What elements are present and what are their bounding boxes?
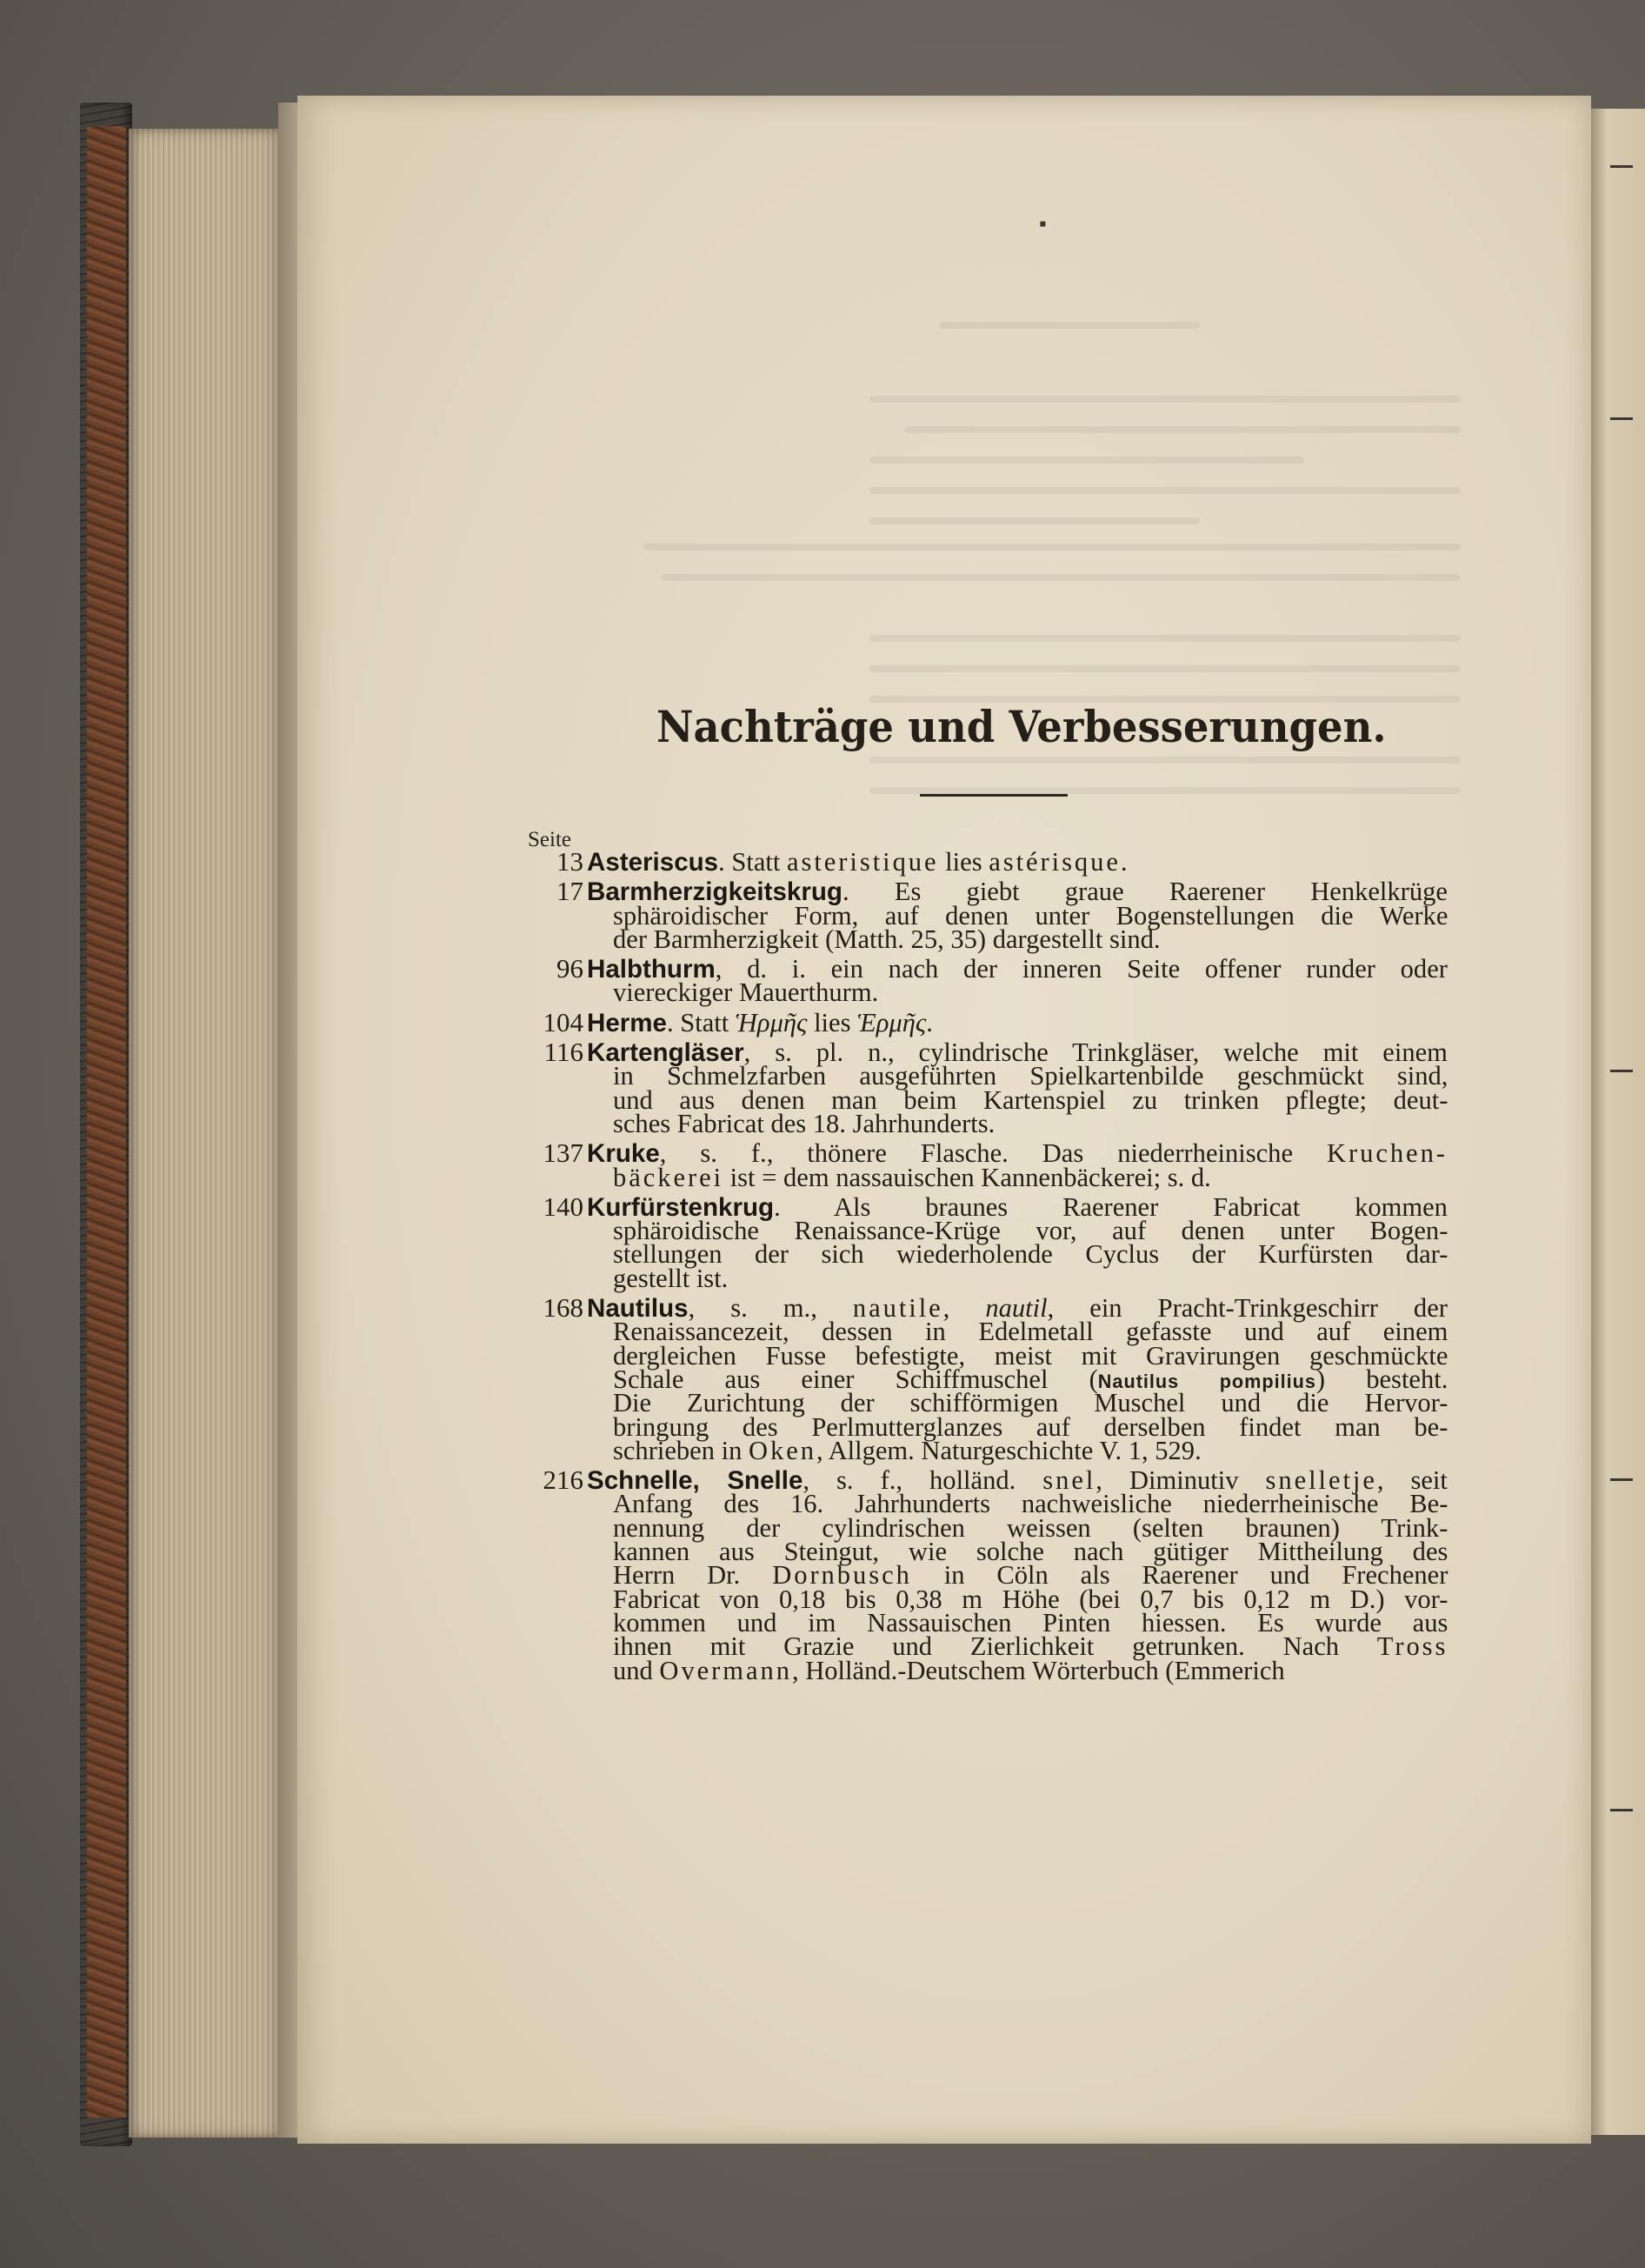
entry-text: Dornbusch bbox=[772, 1559, 912, 1591]
entry-text: astérisque bbox=[989, 846, 1121, 877]
entry-text: snelletje bbox=[1265, 1464, 1377, 1496]
entry-line bbox=[613, 1654, 1448, 1685]
entry-text: kommen und im Nassauischen Pinten hiessen. Es wurde aus bbox=[613, 1606, 1449, 1638]
entry-text: , ein Pracht-Trinkgeschirr der bbox=[1047, 1292, 1448, 1324]
entry-line bbox=[613, 977, 1448, 1008]
entry-text: , Diminutiv bbox=[1096, 1464, 1266, 1496]
entry-text: . Als braunes Raerener Fabricat kommen bbox=[774, 1191, 1448, 1222]
entry-text: und bbox=[613, 1654, 660, 1685]
entry-keyword: Herme bbox=[587, 1008, 667, 1037]
entry-keyword: Kurfürstenkrug bbox=[587, 1192, 775, 1222]
page-heading: Nachträge und Verbesserungen. bbox=[656, 701, 1387, 752]
print-speck: ▪ bbox=[1039, 213, 1047, 236]
entry-text: , d. i. ein nach der inneren Seite offener runder oder bbox=[715, 953, 1448, 984]
entry-text: ihnen mit Grazie und Zierlichkeit getrunken. Nach bbox=[613, 1631, 1377, 1662]
page-number: 116 bbox=[543, 1037, 583, 1068]
errata-entry bbox=[526, 1191, 1461, 1293]
entry-text: , s. f., holländ. bbox=[803, 1464, 1043, 1496]
entry-text: bringung des Perlmutterglanzes auf derselben findet man be- bbox=[613, 1411, 1449, 1442]
entry-text: , seit bbox=[1376, 1464, 1448, 1496]
entry-text: Kruchen- bbox=[1326, 1137, 1448, 1169]
entry-text: . Es giebt graue Raerener Henkelkrüge bbox=[842, 876, 1448, 907]
page-number: 140 bbox=[543, 1191, 583, 1222]
entry-keyword: Schnelle, Snelle bbox=[587, 1466, 803, 1496]
entry-line bbox=[613, 1238, 1449, 1270]
page-number: 104 bbox=[543, 1006, 583, 1037]
entry-text: nennung der cylindrischen weissen (selten braunen) Trink- bbox=[613, 1511, 1449, 1543]
entry-text: ) besteht. bbox=[1315, 1363, 1449, 1394]
entry-text: bäckerei bbox=[613, 1161, 724, 1192]
entry-text: in Schmelzfarben ausgeführten Spielkartenbilde geschmückt sind, bbox=[613, 1060, 1449, 1091]
entry-text: Schale aus einer Schiffmuschel ( bbox=[613, 1363, 1098, 1394]
entry-text: , Allgem. Naturgeschichte V. 1, 529. bbox=[816, 1434, 1202, 1465]
page-number: 168 bbox=[543, 1292, 583, 1324]
entry-line bbox=[613, 1107, 1448, 1138]
entry-text: sphäroidische Renaissance-Krüge vor, auf denen unter Bogen- bbox=[613, 1215, 1449, 1246]
entry-text: Fabricat von 0,18 bis 0,38 m Höhe (bei 0,7 bis 0,12 m D.) vor- bbox=[613, 1583, 1449, 1614]
entry-line bbox=[587, 1006, 1448, 1037]
entry-text: sphäroidischer Form, auf denen unter Bogenstellungen die Werke bbox=[613, 899, 1449, 931]
entry-keyword: Nautilus bbox=[587, 1294, 689, 1324]
entry-keyword: Halbthurm bbox=[587, 955, 716, 984]
entry-text: nautile bbox=[852, 1292, 943, 1324]
entry-text: , s. pl. n., cylindrische Trinkgläser, welche mit einem bbox=[743, 1037, 1448, 1068]
errata-entry bbox=[526, 1292, 1461, 1465]
entry-text: , s. m., bbox=[688, 1292, 853, 1324]
entry-line bbox=[613, 923, 1448, 954]
page-number: 13 bbox=[556, 846, 583, 877]
entry-text: kannen aus Steingut, wie solche nach gütiger Mittheilung des bbox=[613, 1536, 1449, 1567]
entry-text: Oken bbox=[749, 1434, 816, 1465]
errata-entry bbox=[526, 876, 1461, 954]
entry-text: Anfang des 16. Jahrhunderts nachweisliche niederrheinische Be- bbox=[613, 1488, 1449, 1519]
entry-text: in Cöln als Raerener und Frechener bbox=[911, 1559, 1449, 1591]
entry-text: Nautilus pompilius bbox=[1097, 1370, 1316, 1392]
entry-text: . bbox=[1120, 846, 1128, 877]
errata-entry bbox=[526, 1464, 1461, 1685]
entry-text: asteristique bbox=[787, 846, 939, 877]
entry-text: stellungen der sich wiederholende Cyclus der Kurfürsten dar- bbox=[613, 1238, 1449, 1270]
entry-keyword: Kartengläser bbox=[587, 1038, 744, 1068]
entry-text: der Barmherzigkeit (Matth. 25, 35) dargestellt sind. bbox=[613, 923, 1161, 954]
page-number: 216 bbox=[543, 1464, 583, 1496]
page-number: 137 bbox=[543, 1137, 583, 1169]
entry-line bbox=[613, 1262, 1448, 1293]
entry-line bbox=[587, 846, 1448, 877]
entry-keyword: Asteriscus bbox=[587, 848, 719, 877]
entry-text: , Holländ.-Deutschem Wörterbuch (Emmerich bbox=[791, 1654, 1285, 1685]
entry-text: lies bbox=[807, 1006, 858, 1037]
entry-text: . Statt bbox=[666, 1006, 736, 1037]
entry-text: sches Fabricat des 18. Jahrhunderts. bbox=[613, 1107, 996, 1138]
entry-text: . Statt bbox=[718, 846, 788, 877]
entry-text: Tross bbox=[1376, 1631, 1449, 1662]
errata-entry bbox=[526, 1137, 1461, 1192]
entry-text: . bbox=[926, 1006, 933, 1037]
page-number: 96 bbox=[556, 953, 583, 984]
errata-entry bbox=[526, 846, 1461, 877]
entry-text: Ἑρμῆς bbox=[857, 1006, 927, 1037]
entry-text: Die Zurichtung der schifförmigen Muschel und die Hervor- bbox=[613, 1387, 1449, 1418]
entry-text: Renaissancezeit, dessen in Edelmetall gefasste und auf einem bbox=[613, 1316, 1449, 1347]
errata-entry bbox=[526, 1037, 1461, 1138]
entry-line bbox=[613, 1161, 1448, 1192]
entry-text: , s. f., thönere Flasche. Das niederrheinische bbox=[659, 1137, 1327, 1169]
entry-text: Ἡρμῆς bbox=[735, 1006, 808, 1037]
seite-label: Seite bbox=[528, 828, 571, 851]
errata-entry bbox=[526, 953, 1461, 1008]
entry-text: dergleichen Fusse befestigte, meist mit Gravirungen geschmückte bbox=[613, 1339, 1449, 1371]
entry-text: ist = dem nassauischen Kannenbäckerei; s. d. bbox=[723, 1161, 1211, 1192]
entry-line bbox=[613, 1434, 1448, 1465]
entry-text: nautil bbox=[985, 1292, 1048, 1324]
entry-text: gestellt ist. bbox=[613, 1262, 729, 1293]
entry-text: viereckiger Mauerthurm. bbox=[613, 977, 879, 1008]
errata-entry bbox=[526, 1006, 1461, 1037]
entry-keyword: Barmherzigkeitskrug bbox=[587, 877, 842, 907]
entry-keyword: Kruke bbox=[587, 1139, 660, 1169]
entry-text: lies bbox=[938, 846, 989, 877]
entry-text: snel bbox=[1042, 1464, 1096, 1496]
entry-text: schrieben in bbox=[613, 1434, 749, 1465]
entry-text: Overmann bbox=[659, 1654, 792, 1685]
entry-text: Herrn Dr. bbox=[613, 1559, 773, 1591]
page-number: 17 bbox=[556, 876, 583, 907]
entry-text: und aus denen man beim Kartenspiel zu trinken pflegte; deut- bbox=[613, 1084, 1449, 1115]
entry-text: , bbox=[942, 1292, 986, 1324]
